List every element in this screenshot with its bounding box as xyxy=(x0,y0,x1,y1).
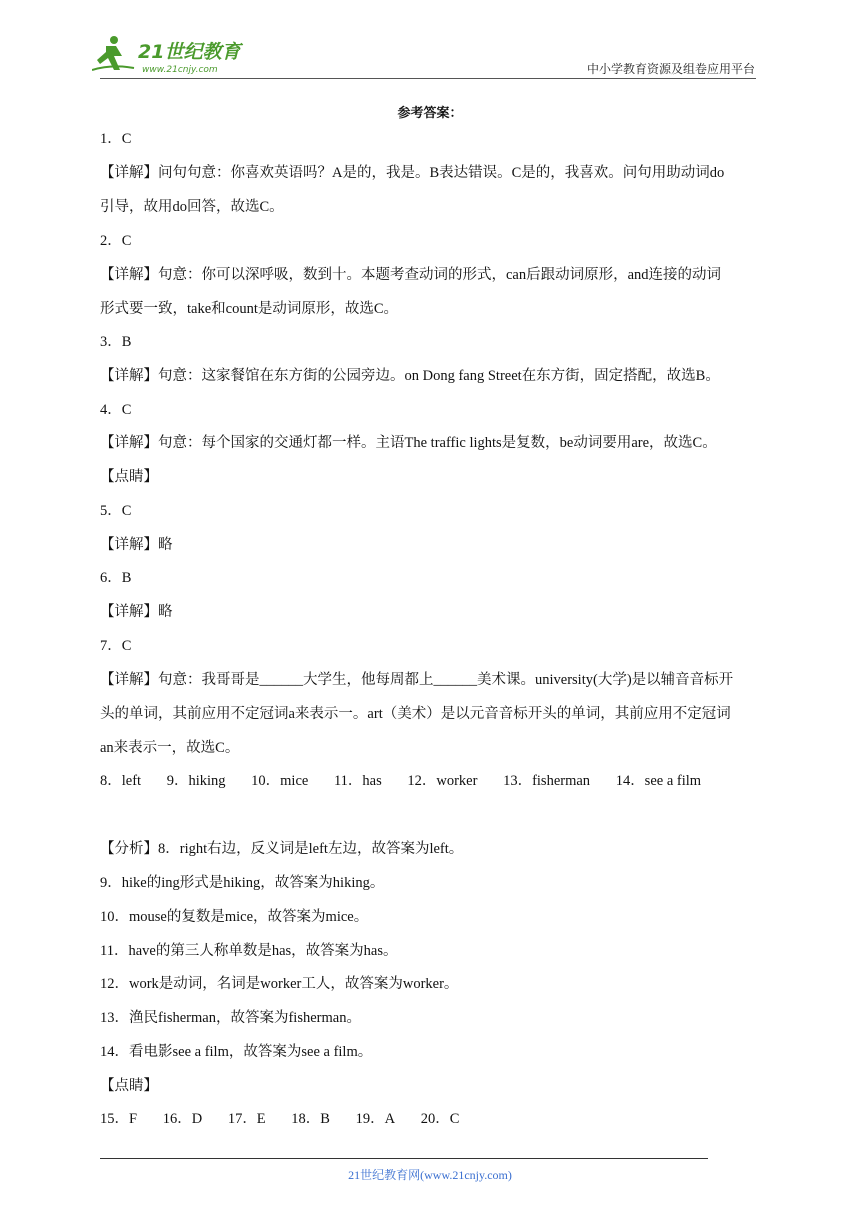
explanation-line: an来表示一，故选C。 xyxy=(100,740,240,756)
answer-line: 6．B xyxy=(100,570,132,586)
explanation-line: 引导，故用do回答，故选C。 xyxy=(100,199,284,215)
answer-item: 13．fisherman xyxy=(503,773,591,789)
answer-item: 20．C xyxy=(420,1111,460,1127)
explanation-line: 【详解】略 xyxy=(100,537,173,553)
answer-item: 14．see a film xyxy=(615,773,702,789)
answer-item: 9．hiking xyxy=(166,773,226,789)
explanation-line: 【详解】句意：你可以深呼吸，数到十。本题考查动词的形式，can后跟动词原形，and连接的动词 xyxy=(100,267,722,283)
analysis-line: 9．hike的ing形式是hiking，故答案为hiking。 xyxy=(100,875,385,891)
explanation-line: 【详解】句意：我哥哥是______大学生，他每周都上______美术课。university(大学)是以辅音音标开 xyxy=(100,672,734,688)
answers-8-14 xyxy=(100,772,723,790)
answer-item: 18．B xyxy=(291,1111,330,1127)
header-divider xyxy=(100,78,756,79)
footer-link[interactable]: 21世纪教育网(www.21cnjy.com) xyxy=(348,1168,512,1182)
answer-item: 12．worker xyxy=(407,773,478,789)
explanation-line: 头的单词，其前应用不定冠词a来表示一。art（美术）是以元音音标开头的单词，其前应用不定冠词 xyxy=(100,706,731,722)
explanation-line: 【详解】问句句意：你喜欢英语吗？A是的，我是。B表达错误。C是的，我喜欢。问句用助动词do xyxy=(100,165,725,181)
answer-item: 19．A xyxy=(355,1111,396,1127)
answer-item: 16．D xyxy=(162,1111,203,1127)
answer-item: 17．E xyxy=(227,1111,266,1127)
analysis-line: 14．看电影see a film，故答案为see a film。 xyxy=(100,1044,373,1060)
answer-line: 3．B xyxy=(100,334,132,350)
analysis-line: 11．have的第三人称单数是has，故答案为has。 xyxy=(100,943,398,959)
explanation-line: 【详解】句意：每个国家的交通灯都一样。主语The traffic lights是复数，be动词要用are，故选C。 xyxy=(100,435,717,451)
logo-text: 21世纪教育 xyxy=(138,41,241,63)
answer-item: 10．mice xyxy=(251,773,309,789)
answer-item: 11．has xyxy=(333,773,382,789)
explanation-line: 【详解】略 xyxy=(100,604,173,620)
note-label: 【点睛】 xyxy=(100,1078,158,1094)
site-logo[interactable] xyxy=(92,34,262,78)
answer-item: 8．left xyxy=(100,773,142,789)
runner-logo-icon xyxy=(92,34,262,78)
explanation-line: 【详解】句意：这家餐馆在东方街的公园旁边。on Dong fang Street在东方街，固定搭配，故选B。 xyxy=(100,368,720,384)
answers-15-20 xyxy=(100,1110,481,1128)
footer-divider xyxy=(100,1158,708,1159)
note-label: 【点睛】 xyxy=(100,469,158,485)
explanation-line: 形式要一致，take和count是动词原形，故选C。 xyxy=(100,301,399,317)
answer-line: 1．C xyxy=(100,131,132,147)
answer-item: 15．F xyxy=(100,1111,138,1127)
answer-line: 7．C xyxy=(100,638,132,654)
analysis-line: 【分析】8．right右边，反义词是left左边，故答案为left。 xyxy=(100,841,464,857)
site-tagline: 中小学教育资源及组卷应用平台 xyxy=(586,62,755,76)
analysis-line: 13．渔民fisherman，故答案为fisherman。 xyxy=(100,1010,361,1026)
answer-line: 5．C xyxy=(100,503,132,519)
analysis-line: 12．work是动词，名词是worker工人，故答案为worker。 xyxy=(100,976,459,992)
analysis-line: 10．mouse的复数是mice，故答案为mice。 xyxy=(100,909,369,925)
answer-line: 4．C xyxy=(100,402,132,418)
page-header xyxy=(0,0,860,82)
answer-line: 2．C xyxy=(100,233,132,249)
page-title: 参考答案： xyxy=(397,106,463,121)
logo-url: www.21cnjy.com xyxy=(142,65,218,75)
